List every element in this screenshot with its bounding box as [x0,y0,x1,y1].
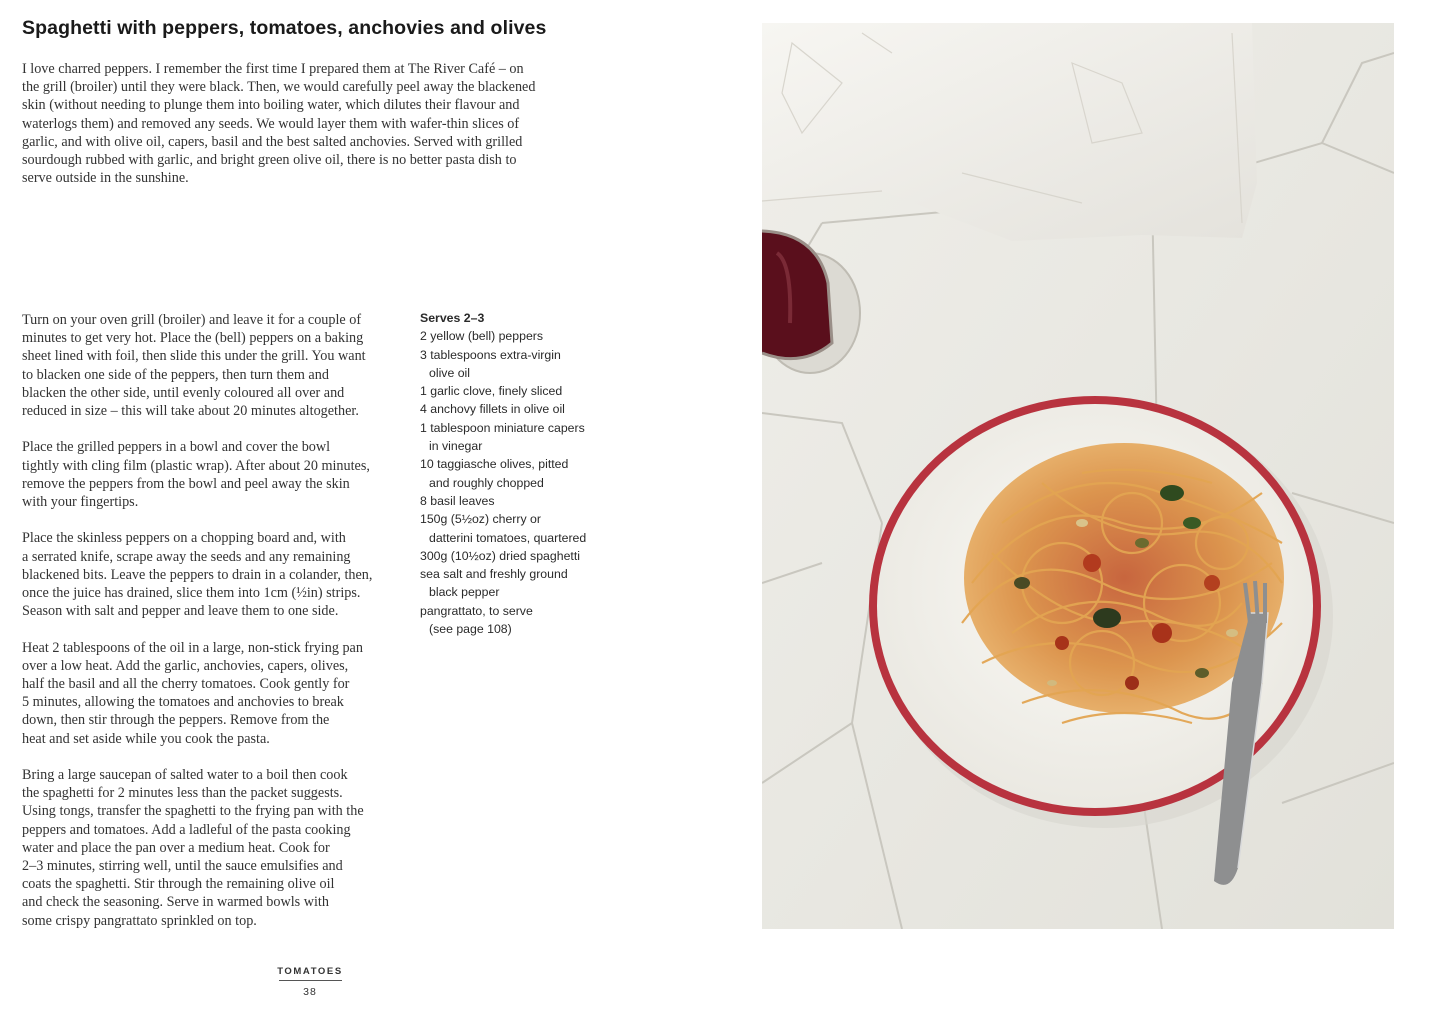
method-line: and check the seasoning. Serve in warmed bowls with [22,894,329,911]
page-number: 38 [303,986,317,998]
serves-heading: Serves 2–3 [420,311,485,325]
ingredient-item: 1 tablespoon miniature capers in vinegar [420,420,585,454]
ingredient-item: 300g (10½oz) dried spaghetti [420,548,580,563]
method-line: 2–3 minutes, stirring well, until the sauce emulsifies and [22,858,343,875]
pasta-photo-illustration [762,23,1394,929]
method-line: minutes to get very hot. Place the (bell) peppers on a baking [22,330,364,347]
intro-line: skin (without needing to plunge them into boiling water, which dilutes their flavour and [22,97,520,114]
ingredient-item: pangrattato, to serve (see page 108) [420,603,533,637]
method-step-4 [22,639,407,748]
recipe-intro [22,60,582,187]
method-line: remove the peppers from the bowl and peel away the skin [22,475,350,492]
method-line: Heat 2 tablespoons of the oil in a large, non-stick frying pan [22,639,363,656]
ingredient-item: 150g (5½oz) cherry or datterini tomatoes, quartered [420,512,587,545]
method-line: blacken the other side, until evenly coloured all over and [22,384,345,401]
method-line: over a low heat. Add the garlic, anchovies, capers, olives, [22,657,349,674]
method-line: once the juice has drained, slice them into 1cm (½in) strips. [22,585,361,602]
method-line: Using tongs, transfer the spaghetti to the frying pan with the [22,803,364,820]
ingredient-item: 10 taggiasche olives, pitted and roughly chopped [420,457,569,490]
page-footer [250,966,370,998]
method-line: coats the spaghetti. Stir through the remaining olive oil [22,876,335,893]
method-step-5 [22,766,407,930]
method-step-3 [22,529,407,620]
method-line: water and place the pan over a medium heat. Cook for [22,839,330,856]
ingredient-item: 3 tablespoons extra-virgin olive oil [420,347,561,380]
method-line: blackened bits. Leave the peppers to drain in a colander, then, [22,566,373,583]
recipe-method [22,311,407,930]
method-line: 5 minutes, allowing the tomatoes and anchovies to break [22,694,344,711]
ingredient-item: 4 anchovy fillets in olive oil [420,402,565,417]
method-line: with your fingertips. [22,494,139,511]
intro-line: serve outside in the sunshine. [22,170,189,187]
method-line: half the basil and all the cherry tomatoes. Cook gently for [22,676,350,693]
method-line: sheet lined with foil, then slide this under the grill. You want [22,348,366,365]
section-label: TOMATOES [277,966,343,977]
intro-line: the grill (broiler) until they were black. Then, we would carefully peel away the blackened [22,79,536,96]
method-line: reduced in size – this will take about 20 minutes altogether. [22,403,359,420]
pasta-photo [762,23,1394,929]
method-step-2 [22,438,407,511]
method-line: Turn on your oven grill (broiler) and leave it for a couple of [22,312,362,328]
method-line: Season with salt and pepper and leave them to one side. [22,603,339,620]
method-line: peppers and tomatoes. Add a ladleful of the pasta cooking [22,821,351,838]
method-line: Bring a large saucepan of salted water to a boil then cook [22,767,348,784]
method-line: heat and set aside while you cook the pasta. [22,730,270,747]
method-step-1 [22,311,407,420]
ingredients-list [420,309,620,638]
method-line: to blacken one side of the peppers, then turn them and [22,366,329,383]
ingredient-item: 2 yellow (bell) peppers [420,329,544,344]
method-line: a serrated knife, scrape away the seeds and any remaining [22,548,351,565]
intro-line: garlic, and with olive oil, capers, basil and the best salted anchovies. Served with grilled [22,133,523,150]
footer-rule [279,980,342,981]
ingredient-item: 8 basil leaves [420,493,495,508]
method-line: some crispy pangrattato sprinkled on top. [22,912,257,929]
method-line: Place the skinless peppers on a chopping board and, with [22,530,346,547]
method-line: tightly with cling film (plastic wrap). After about 20 minutes, [22,457,370,474]
method-line: Place the grilled peppers in a bowl and cover the bowl [22,439,331,456]
method-line: down, then stir through the peppers. Remove from the [22,712,330,729]
ingredient-item: 1 garlic clove, finely sliced [420,384,563,399]
recipe-title: Spaghetti with peppers, tomatoes, anchovies and olives [22,17,547,39]
method-line: the spaghetti for 2 minutes less than the packet suggests. [22,785,343,802]
intro-line: I love charred peppers. I remember the first time I prepared them at The River Café – on [22,61,524,77]
ingredient-item: sea salt and freshly ground black pepper [420,567,568,600]
intro-line: sourdough rubbed with garlic, and bright green olive oil, there is no better pasta dish to [22,152,517,169]
intro-line: waterlogs them) and removed any seeds. We would layer them with wafer-thin slices of [22,115,520,132]
